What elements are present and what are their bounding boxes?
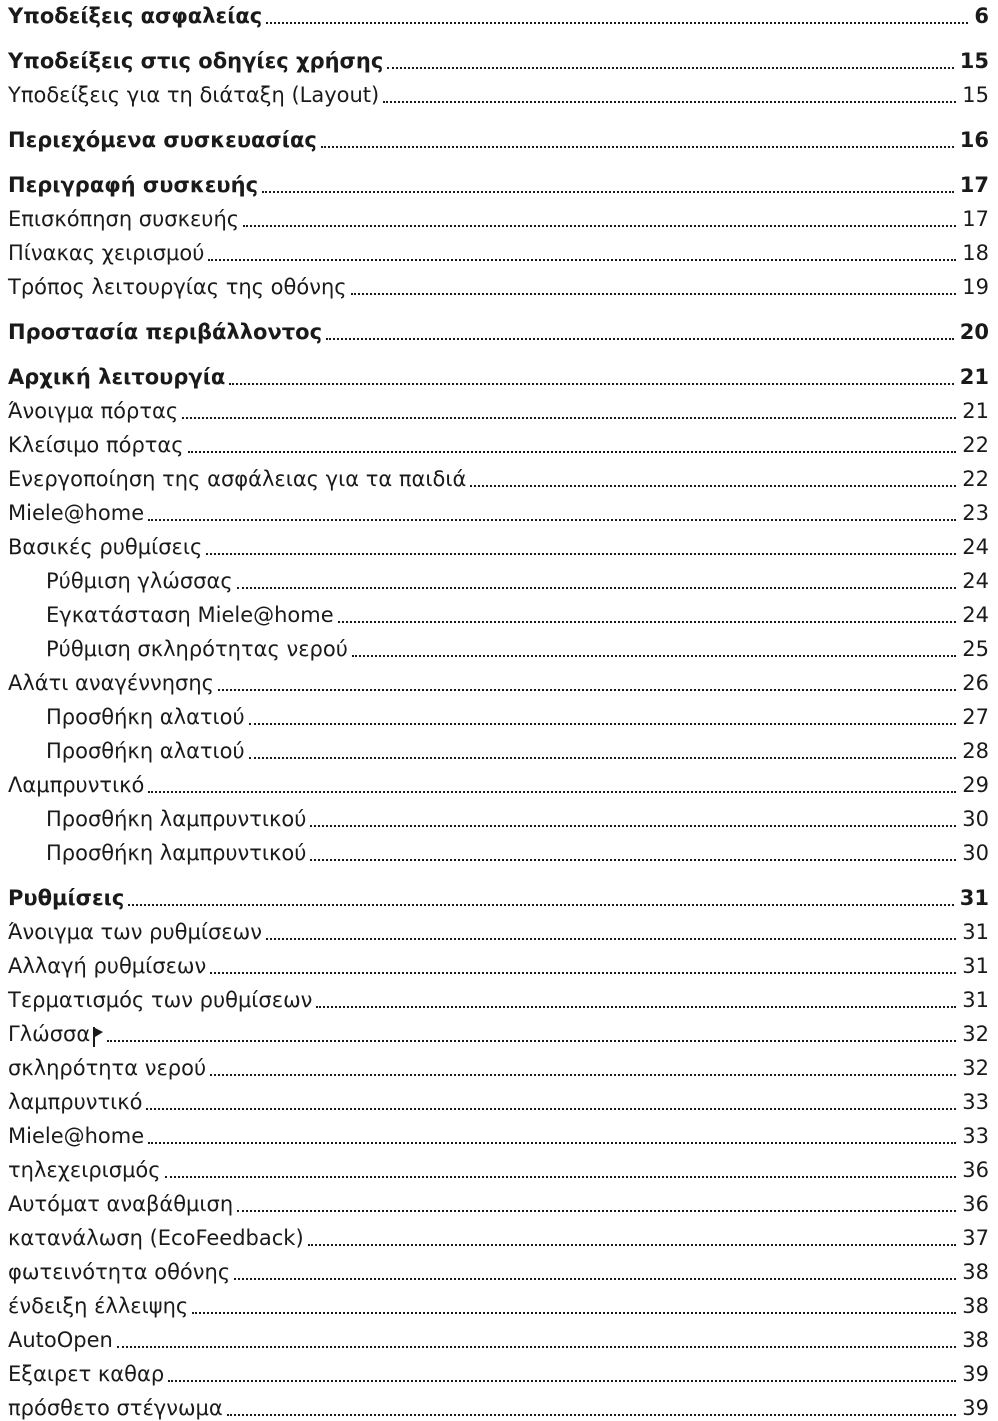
toc-page-number: 28 (962, 739, 989, 763)
toc-page-number: 29 (962, 773, 989, 797)
dot-leader (107, 1040, 956, 1042)
toc-entry-label: Ρύθμιση σκληρότητας νερού (46, 637, 348, 661)
toc-entry-label: Προσθήκη λαμπρυντικού (46, 841, 307, 865)
toc-entry[interactable] (0, 730, 998, 764)
dot-leader (249, 757, 957, 759)
dot-leader (227, 1414, 957, 1416)
toc-page-number: 38 (962, 1260, 989, 1284)
toc-entry[interactable] (0, 1149, 998, 1183)
toc-entry-label: τηλεχειρισμός (8, 1158, 161, 1182)
dot-leader (338, 621, 957, 623)
toc-entry-label: Προσθήκη αλατιού (46, 739, 245, 763)
dot-leader (188, 451, 957, 453)
toc-entry-label: Τρόπος λειτουργίας της οθόνης (8, 275, 347, 299)
dot-leader (192, 1312, 956, 1314)
toc-entry-label: Υποδείξεις ασφαλείας (8, 4, 263, 28)
toc-entry[interactable] (0, 424, 998, 458)
toc-entry-label: Βασικές ρυθμίσεις (8, 535, 203, 559)
toc-page-number: 26 (962, 671, 989, 695)
toc-entry-label: Miele@home (8, 501, 145, 525)
toc-page-number: 38 (962, 1328, 989, 1352)
toc-page-number: 21 (959, 365, 989, 389)
dot-leader (326, 338, 954, 340)
toc-entry-label: ένδειξη έλλειψης (8, 1294, 189, 1318)
toc-page-number: 32 (962, 1056, 989, 1080)
toc-entry[interactable] (0, 1285, 998, 1319)
toc-page-number: 31 (959, 886, 989, 910)
toc-entry[interactable] (0, 832, 998, 866)
toc-page-number: 19 (962, 275, 989, 299)
toc-chapter-entry[interactable] (0, 356, 998, 390)
toc-page-number: 24 (962, 603, 989, 627)
toc-entry-label: Προστασία περιβάλλοντος (8, 320, 323, 344)
toc-entry[interactable] (0, 1251, 998, 1285)
dot-leader (165, 1176, 957, 1178)
toc-entry[interactable] (0, 798, 998, 832)
toc-page-number: 31 (962, 954, 989, 978)
toc-page-number: 20 (959, 320, 989, 344)
toc-entry[interactable] (0, 764, 998, 798)
toc-entry[interactable] (0, 198, 998, 232)
toc-entry[interactable] (0, 628, 998, 662)
toc-entry-label: Miele@home (8, 1124, 145, 1148)
dot-leader (266, 22, 968, 24)
toc-entry-label: Τερματισμός των ρυθμίσεων (8, 988, 313, 1012)
toc-page-number: 24 (962, 569, 989, 593)
toc-entry[interactable] (0, 492, 998, 526)
toc-page-number: 25 (962, 637, 989, 661)
dot-leader (310, 859, 956, 861)
toc-page-number: 39 (962, 1362, 989, 1386)
dot-leader (206, 553, 956, 555)
toc-page-number: 38 (962, 1294, 989, 1318)
toc-page-number: 30 (962, 841, 989, 865)
toc-page-number: 23 (962, 501, 989, 525)
toc-entry[interactable] (0, 1047, 998, 1081)
dot-leader (237, 587, 957, 589)
toc-chapter-entry[interactable] (0, 119, 998, 153)
dot-leader (321, 146, 954, 148)
toc-chapter-entry[interactable] (0, 40, 998, 74)
toc-entry-label: Αυτόματ αναβάθμιση (8, 1192, 234, 1216)
dot-leader (266, 938, 956, 940)
dot-leader (210, 972, 956, 974)
dot-leader (243, 225, 956, 227)
toc-entry[interactable] (0, 390, 998, 424)
dot-leader (308, 1244, 957, 1246)
toc-entry-label: Κλείσιμο πόρτας (8, 433, 184, 457)
toc-entry-label: Λαμπρυντικό (8, 773, 145, 797)
toc-page-number: 32 (962, 1022, 989, 1046)
toc-entry-label: πρόσθετο στέγνωμα (8, 1396, 223, 1420)
toc-entry-label: Αλάτι αναγέννησης (8, 671, 214, 695)
toc-entry-label: Περιγραφή συσκευής (8, 173, 259, 197)
toc-entry[interactable] (0, 1353, 998, 1387)
toc-entry-label: Άνοιγμα των ρυθμίσεων (8, 920, 262, 944)
dot-leader (262, 191, 954, 193)
toc-page-number: 27 (962, 705, 989, 729)
toc-entry-label: Εγκατάσταση Miele@home (46, 603, 334, 627)
toc-page-number: 6 (974, 4, 989, 28)
toc-entry[interactable] (0, 1319, 998, 1353)
toc-page-number: 24 (962, 535, 989, 559)
dot-leader (237, 1210, 956, 1212)
toc-entry[interactable] (0, 232, 998, 266)
toc-page-number: 31 (962, 988, 989, 1012)
dot-leader (229, 383, 953, 385)
dot-leader (352, 655, 956, 657)
dot-leader (210, 1074, 956, 1076)
dot-leader (148, 791, 956, 793)
toc-entry[interactable] (0, 560, 998, 594)
toc-entry-label: Επισκόπηση συσκευής (8, 207, 240, 231)
dot-leader (351, 293, 957, 295)
toc-page-number: 37 (962, 1226, 989, 1250)
toc-entry[interactable] (0, 1115, 998, 1149)
toc-page-number: 16 (959, 128, 989, 152)
dot-leader (316, 1006, 956, 1008)
toc-chapter-entry[interactable] (0, 311, 998, 345)
toc-entry[interactable] (0, 266, 998, 300)
toc-page-number: 33 (962, 1124, 989, 1148)
toc-entry-label: Άνοιγμα πόρτας (8, 399, 179, 423)
dot-leader (383, 101, 956, 103)
toc-entry[interactable] (0, 1081, 998, 1115)
toc-entry[interactable] (0, 1183, 998, 1217)
dot-leader (387, 67, 953, 69)
toc-entry[interactable] (0, 1387, 998, 1421)
dot-leader (146, 1108, 956, 1110)
toc-entry-label: κατανάλωση (EcoFeedback) (8, 1226, 304, 1250)
toc-entry-label: Προσθήκη αλατιού (46, 705, 245, 729)
toc-entry[interactable] (0, 696, 998, 730)
toc-page-number: 15 (962, 83, 989, 107)
toc-entry[interactable] (0, 945, 998, 979)
dot-leader (148, 1142, 956, 1144)
toc-page-number: 30 (962, 807, 989, 831)
toc-entry-label: σκληρότητα νερού (8, 1056, 207, 1080)
toc-page-number: 33 (962, 1090, 989, 1114)
toc-chapter-entry[interactable] (0, 877, 998, 911)
dot-leader (470, 485, 956, 487)
toc-page-number: 17 (962, 207, 989, 231)
toc-entry[interactable] (0, 74, 998, 108)
toc-page-number: 31 (962, 920, 989, 944)
toc-page-number: 22 (962, 467, 989, 491)
toc-entry[interactable] (0, 458, 998, 492)
toc-page-number: 18 (962, 241, 989, 265)
toc-page-number: 17 (959, 173, 989, 197)
toc-entry[interactable] (0, 979, 998, 1013)
toc-page-number: 15 (959, 49, 989, 73)
toc-entry-label: φωτεινότητα οθόνης (8, 1260, 231, 1284)
toc-chapter-entry[interactable] (0, 164, 998, 198)
toc-entry-label: Πίνακας χειρισμού (8, 241, 205, 265)
toc-entry-label: Γλώσσα (8, 1022, 91, 1046)
toc-entry[interactable] (0, 662, 998, 696)
toc-entry-label: Ρυθμίσεις (8, 886, 125, 910)
toc-page-number: 21 (962, 399, 989, 423)
flag-icon (93, 1027, 103, 1047)
toc-entry-label: Αλλαγή ρυθμίσεων (8, 954, 207, 978)
toc-entry-label: Υποδείξεις στις οδηγίες χρήσης (8, 49, 384, 73)
toc-entry-label: Περιεχόμενα συσκευασίας (8, 128, 317, 152)
toc-entry[interactable] (0, 526, 998, 560)
toc-entry-label: Εξαιρετ καθαρ (8, 1362, 165, 1386)
toc-entry[interactable] (0, 911, 998, 945)
dot-leader (182, 417, 956, 419)
dot-leader (249, 723, 957, 725)
dot-leader (128, 904, 953, 906)
toc-page-number: 36 (962, 1158, 989, 1182)
toc-page-number: 22 (962, 433, 989, 457)
dot-leader (148, 519, 956, 521)
toc-entry[interactable] (0, 1013, 998, 1047)
toc-entry-label: Υποδείξεις για τη διάταξη (Layout) (8, 83, 380, 107)
toc-entry[interactable] (0, 594, 998, 628)
dot-leader (310, 825, 956, 827)
toc-entry[interactable] (0, 1217, 998, 1251)
dot-leader (218, 689, 956, 691)
toc-entry-label: Προσθήκη λαμπρυντικού (46, 807, 307, 831)
toc-entry-label: λαμπρυντικό (8, 1090, 143, 1114)
toc-entry-label: Αρχική λειτουργία (8, 365, 226, 389)
toc-page-number: 39 (962, 1396, 989, 1420)
dot-leader (234, 1278, 956, 1280)
toc-chapter-entry[interactable] (0, 0, 998, 29)
toc-entry-label: AutoOpen (8, 1328, 113, 1352)
toc-entry-label: Ενεργοποίηση της ασφάλειας για τα παιδιά (8, 467, 467, 491)
dot-leader (117, 1346, 956, 1348)
toc-entry-label: Ρύθμιση γλώσσας (46, 569, 233, 593)
dot-leader (168, 1380, 956, 1382)
dot-leader (208, 259, 956, 261)
toc-page-number: 36 (962, 1192, 989, 1216)
